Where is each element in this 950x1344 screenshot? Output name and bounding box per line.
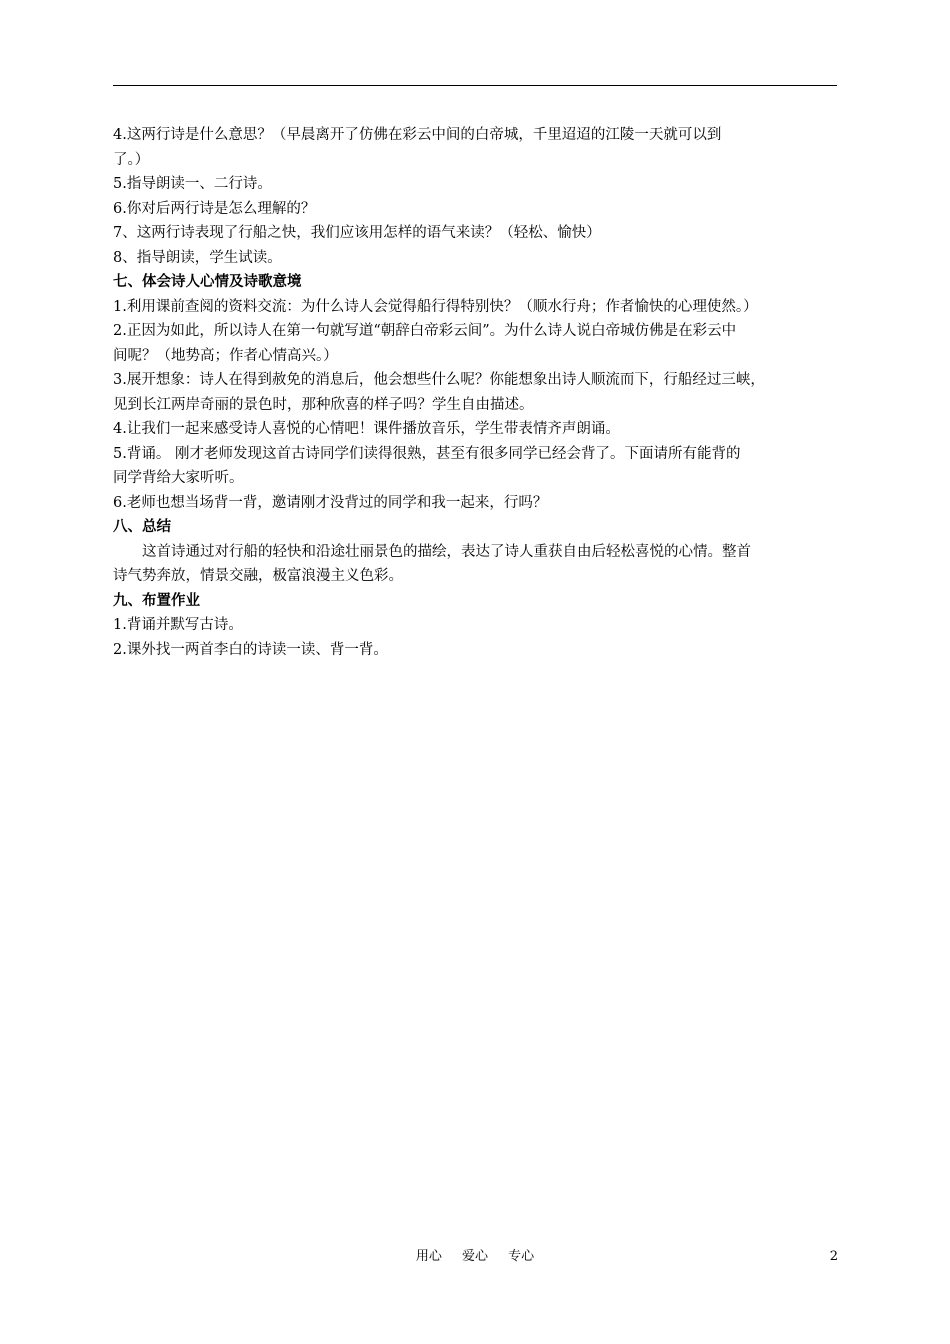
footer-motto-1: 用心 — [415, 1249, 442, 1264]
section-7-item-5-line-2: 同学背给大家听听。 — [113, 470, 244, 486]
section-7-item-2-line-1: 2.正因为如此，所以诗人在第一句就写道“朝辞白帝彩云间”。为什么诗人说白帝城仿佛是在彩云中 — [113, 323, 737, 339]
header-rule — [113, 85, 837, 86]
section-7-item-6: 6.老师也想当场背一背，邀请刚才没背过的同学和我一起来，行吗？ — [113, 494, 548, 511]
document-body — [113, 123, 837, 662]
section-7-item-1: 1.利用课前查阅的资料交流：为什么诗人会觉得船行得特别快？（顺水行舟；作者愉快的心理使然。） — [113, 298, 758, 315]
summary-line-1: 这首诗通过对行船的轻快和沿途壮丽景色的描绘，表达了诗人重获自由后轻松喜悦的心情。整首 — [142, 543, 751, 560]
page-number: 2 — [829, 1249, 838, 1264]
footer-motto-2: 爱心 — [461, 1249, 488, 1264]
question-4-line-2: 了。） — [113, 151, 150, 168]
homework-item-1: 1.背诵并默写古诗。 — [113, 617, 243, 633]
section-9-heading: 九、布置作业 — [113, 592, 200, 609]
question-7: 7、这两行诗表现了行船之快，我们应该用怎样的语气来读？（轻松、愉快） — [113, 225, 601, 241]
section-7-item-3-line-1: 3.展开想象：诗人在得到赦免的消息后，他会想些什么呢？你能想象出诗人顺流而下，行船经过三峡， — [113, 372, 765, 388]
question-6: 6.你对后两行诗是怎么理解的？ — [113, 200, 316, 217]
summary-line-2: 诗气势奔放，情景交融，极富浪漫主义色彩。 — [113, 568, 403, 584]
question-4-line-1: 4.这两行诗是什么意思？（早晨离开了仿佛在彩云中间的白帝城，千里迢迢的江陵一天就可以到 — [113, 127, 722, 143]
footer-motto — [0, 1248, 950, 1266]
section-7-item-4: 4.让我们一起来感受诗人喜悦的心情吧！课件播放音乐，学生带表情齐声朗诵。 — [113, 421, 620, 437]
section-8-heading: 八、总结 — [113, 519, 171, 535]
homework-item-2: 2.课外找一两首李白的诗读一读、背一背。 — [113, 641, 388, 658]
section-7-item-3-line-2: 见到长江两岸奇丽的景色时，那种欣喜的样子吗？学生自由描述。 — [113, 396, 534, 413]
footer-motto-3: 专心 — [508, 1249, 535, 1264]
question-5: 5.指导朗读一、二行诗。 — [113, 176, 272, 192]
section-7-item-5-line-1: 5.背诵。 刚才老师发现这首古诗同学们读得很熟，甚至有很多同学已经会背了。下面请所有能背的 — [113, 445, 741, 462]
question-8: 8、指导朗读，学生试读。 — [113, 249, 282, 266]
section-7-heading: 七、体会诗人心情及诗歌意境 — [113, 274, 302, 290]
section-7-item-2-line-2: 间呢？（地势高；作者心情高兴。） — [113, 347, 338, 364]
